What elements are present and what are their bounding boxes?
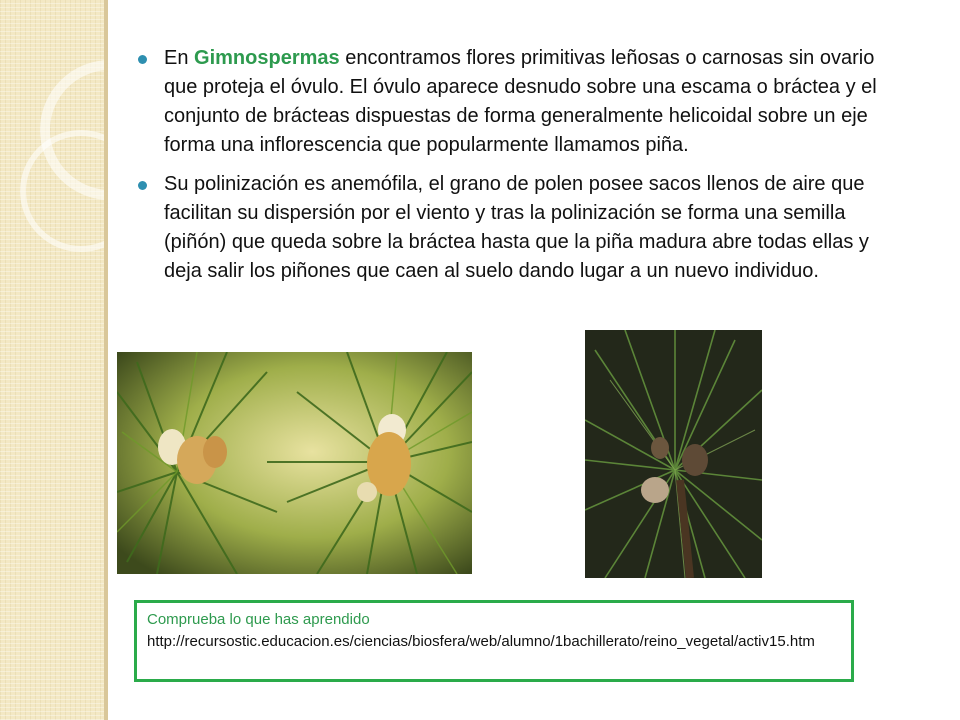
bullet-icon: [138, 181, 147, 190]
pine-pollen-cones-photo: [117, 352, 472, 574]
review-link-box: [134, 600, 854, 682]
decorative-side-band: [0, 0, 108, 720]
bullet-pollination: [138, 170, 898, 286]
slide-body: [138, 44, 898, 296]
bullet-gymnosperm-flowers: [138, 44, 898, 160]
review-link[interactable]: http://recursostic.educacion.es/ciencias/biosfera/web/alumno/1bachillerato/reino_vegetal/activ15.htm: [147, 633, 815, 650]
review-title: Comprueba lo que has aprendido: [147, 611, 370, 628]
highlight-term: Gimnospermas: [194, 47, 340, 69]
bullet-text: Su polinización es anemófila, el grano de polen posee sacos llenos de aire que facilitan su dispersión por el viento y tras la polinización se forma una semilla (piñón) que queda sobre la bráctea hasta que la piña madura abre todas ellas y deja salir los piñones que caen al suelo dando lugar a un nuevo individuo.: [164, 173, 869, 282]
bullet-prefix: En: [164, 47, 195, 69]
bullet-text: encontramos flores primitivas leñosas o carnosas sin ovario que proteja el óvulo. El óvulo aparece desnudo sobre una escama o bráctea y el conjunto de brácteas dispuestas de forma generalmente helicoidal sobre un eje forma una inflorescencia que popularmente llamamos piña.: [164, 47, 877, 156]
pine-cones-branch-photo: [585, 330, 762, 578]
bullet-icon: [138, 55, 147, 64]
decorative-ring: [20, 130, 142, 252]
